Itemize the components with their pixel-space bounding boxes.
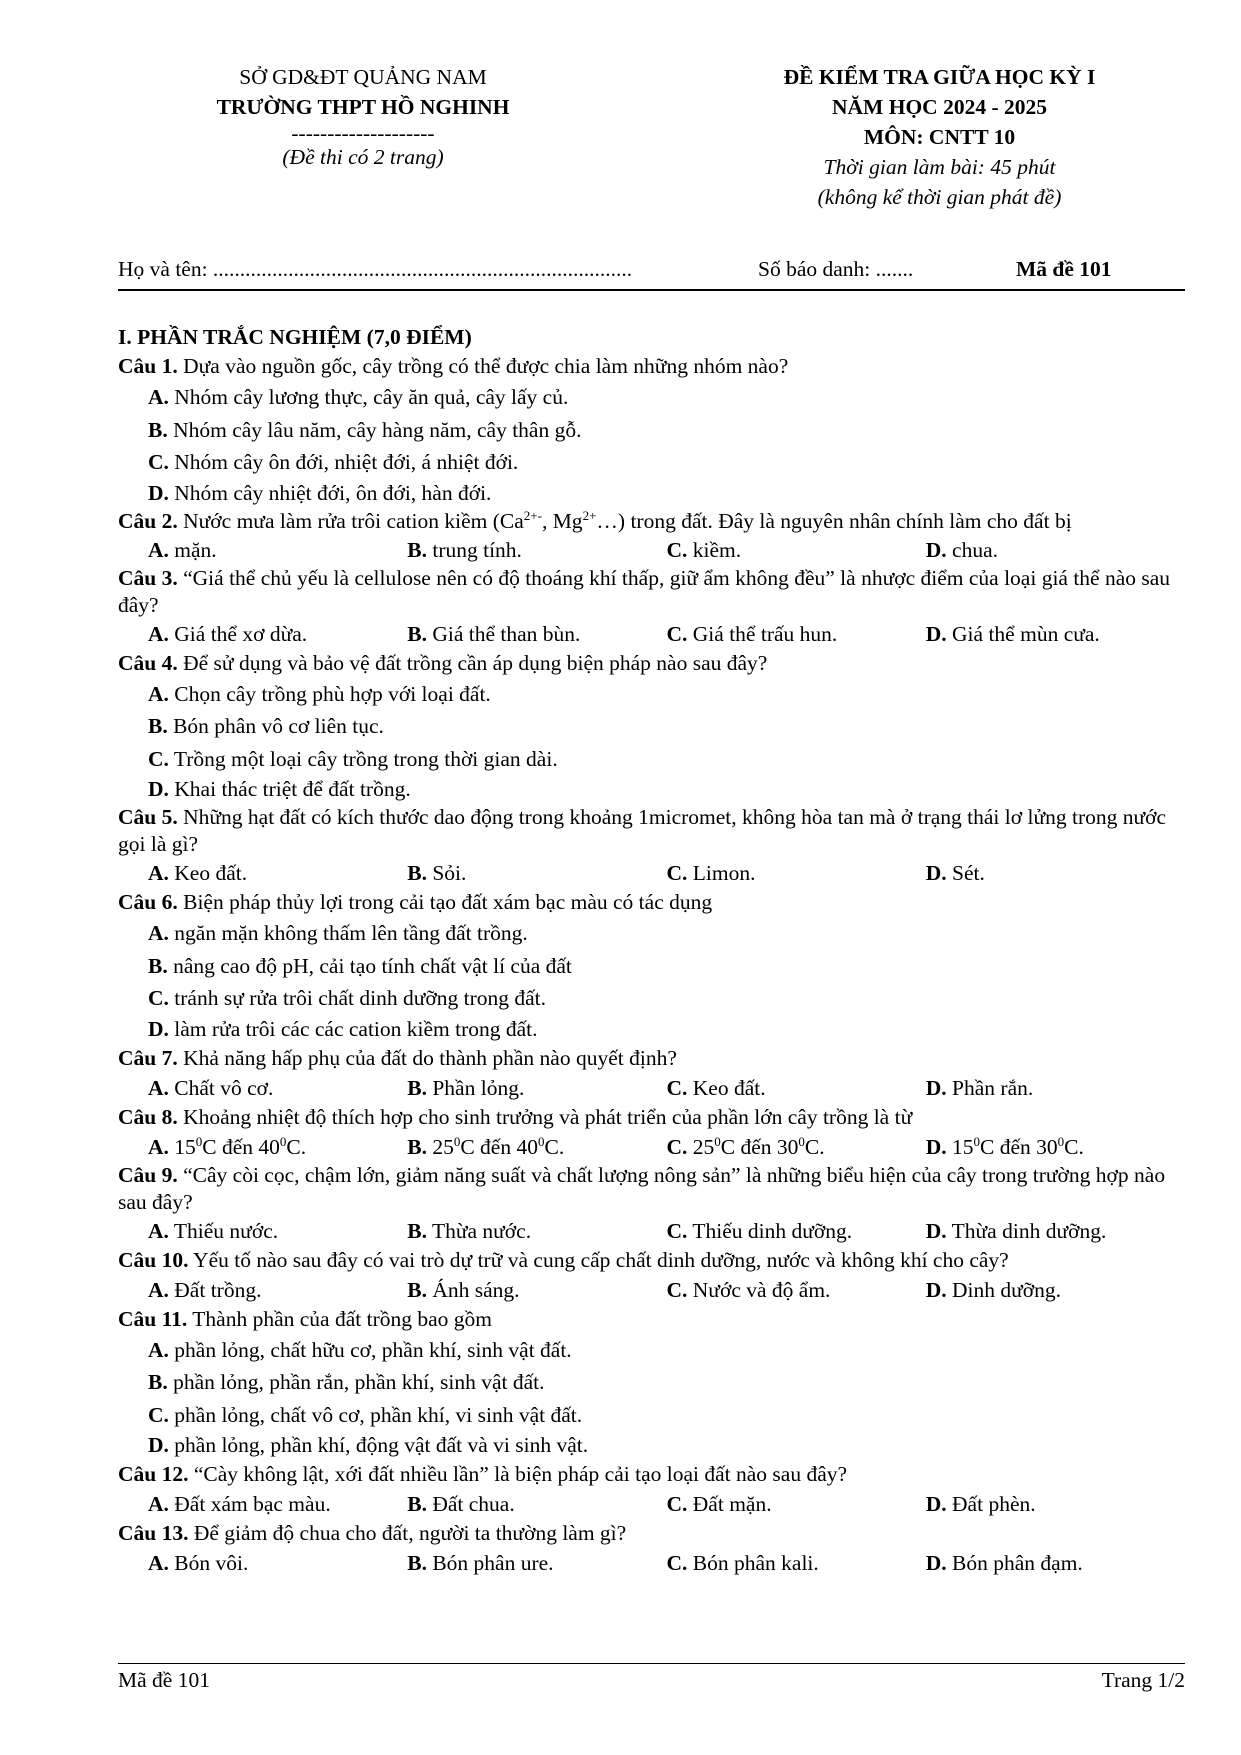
option-text: Nhóm cây lâu năm, cây hàng năm, cây thân gỗ. bbox=[167, 417, 582, 442]
question-13 bbox=[118, 1519, 1185, 1548]
option-1a bbox=[118, 381, 1185, 414]
option-1d bbox=[118, 479, 1185, 508]
question-text: Dựa vào nguồn gốc, cây trồng có thể được chia làm những nhóm nào? bbox=[177, 354, 789, 378]
header-rule bbox=[118, 289, 1185, 291]
option-10d: D. Dinh dưỡng. bbox=[925, 1277, 1062, 1302]
option-2c: C. kiềm. bbox=[666, 537, 742, 562]
option-6b: B. nâng cao độ pH, cải tạo tính chất vật lí của đất bbox=[148, 953, 572, 978]
option-3d: D. Giá thể mùn cưa. bbox=[925, 621, 1100, 646]
option-6c: C. tránh sự rửa trôi chất dinh dưỡng trong đất. bbox=[148, 986, 547, 1010]
question-number: Câu 8. bbox=[118, 1104, 178, 1129]
question-number: Câu 5. bbox=[118, 805, 178, 829]
option-8a: A. $15^0C$ đến $40^0C$. bbox=[148, 1133, 307, 1159]
question-7 bbox=[118, 1044, 1185, 1073]
option-12c: C. Đất mặn. bbox=[666, 1492, 772, 1516]
header-right bbox=[722, 62, 1157, 212]
question-text: , Mg bbox=[541, 508, 583, 533]
question-6 bbox=[118, 888, 1185, 917]
option-3c: C. Giá thể trấu hun. bbox=[666, 621, 838, 646]
exam-time-note: (không kể thời gian phát đề) bbox=[817, 185, 1062, 209]
candidate-number-field: Số báo danh: ....... bbox=[758, 257, 914, 281]
question-text: Biện pháp thủy lợi trong cải tạo đất xám bạc màu có tác dụng bbox=[177, 890, 713, 914]
question-text: …) trong đất. Đây là nguyên nhân chính làm cho đất bị bbox=[596, 508, 1072, 533]
department: SỞ GD&ĐT QUẢNG NAM bbox=[239, 65, 487, 89]
option-letter: A. bbox=[148, 385, 169, 409]
question-number: Câu 6. bbox=[118, 890, 178, 914]
option-9b: B. Thừa nước. bbox=[407, 1218, 532, 1243]
option-8c: C. $25^0C$ đến $30^0C$. bbox=[666, 1133, 825, 1159]
question-number: Câu 10. bbox=[118, 1247, 189, 1272]
question-number: Câu 9. bbox=[118, 1162, 178, 1187]
option-13d: D. Bón phân đạm. bbox=[925, 1551, 1083, 1575]
option-12b: B. Đất chua. bbox=[407, 1492, 515, 1516]
question-4 bbox=[118, 649, 1185, 678]
exam-title: ĐỀ KIỂM TRA GIỮA HỌC KỲ I bbox=[783, 65, 1096, 89]
student-info-row bbox=[118, 257, 1185, 287]
exam-page bbox=[118, 58, 1185, 1575]
question-11 bbox=[118, 1305, 1185, 1334]
option-1b bbox=[118, 414, 1185, 447]
options-10 bbox=[118, 1275, 1185, 1305]
option-text: Nhóm cây nhiệt đới, ôn đới, hàn đới. bbox=[168, 480, 492, 505]
question-number: Câu 12. bbox=[118, 1462, 189, 1486]
header bbox=[118, 58, 1185, 226]
option-13a: A. Bón vôi. bbox=[148, 1551, 249, 1575]
option-6d: D. làm rửa trôi các các cation kiềm trong đất. bbox=[148, 1016, 538, 1041]
question-text: Yếu tố nào sau đây có vai trò dự trữ và cung cấp chất dinh dưỡng, nước và không khí cho cây? bbox=[188, 1247, 1009, 1272]
question-text: Những hạt đất có kích thước dao động trong khoảng 1micromet, không hòa tan mà ở trạng thái lơ lửng trong nước gọi là gì? bbox=[118, 805, 1167, 856]
footer-exam-code: Mã đề 101 bbox=[118, 1668, 210, 1692]
school-name: TRƯỜNG THPT HỒ NGHINH bbox=[216, 95, 510, 119]
superscript: 2+ bbox=[582, 507, 597, 523]
option-11b: B. phần lỏng, phần rắn, phần khí, sinh vật đất. bbox=[148, 1370, 545, 1394]
question-12 bbox=[118, 1460, 1185, 1489]
option-text: Nhóm cây lương thực, cây ăn quả, cây lấy củ. bbox=[168, 385, 569, 409]
option-5d: D. Sét. bbox=[925, 861, 985, 885]
option-10a: A. Đất trồng. bbox=[148, 1277, 262, 1302]
header-divider: -------------------- bbox=[291, 121, 435, 145]
option-2a: A. mặn. bbox=[148, 537, 217, 562]
subject: MÔN: CNTT 10 bbox=[863, 125, 1016, 149]
question-text: Nước mưa làm rửa trôi cation kiềm (Ca bbox=[177, 508, 524, 533]
exam-body bbox=[118, 322, 1185, 1578]
option-13c: C. Bón phân kali. bbox=[666, 1551, 819, 1575]
option-4b: B. Bón phân vô cơ liên tục. bbox=[148, 714, 384, 738]
option-11c: C. phần lỏng, chất vô cơ, phần khí, vi sinh vật đất. bbox=[148, 1402, 583, 1427]
options-8 bbox=[118, 1132, 1185, 1162]
question-10 bbox=[118, 1246, 1185, 1275]
question-text: Khoảng nhiệt độ thích hợp cho sinh trưởng và phát triển của phần lớn cây trồng là từ bbox=[177, 1104, 913, 1129]
option-13b: B. Bón phân ure. bbox=[407, 1551, 554, 1575]
option-4d: D. Khai thác triệt để đất trồng. bbox=[148, 777, 411, 801]
option-4c: C. Trồng một loại cây trồng trong thời gian dài. bbox=[148, 746, 558, 771]
option-1c bbox=[118, 446, 1185, 479]
question-number: Câu 13. bbox=[118, 1521, 189, 1545]
option-3a: A. Giá thể xơ dừa. bbox=[148, 621, 308, 646]
option-2b: B. trung tính. bbox=[407, 537, 522, 562]
option-10b: B. Ánh sáng. bbox=[407, 1277, 520, 1302]
option-12a: A. Đất xám bạc màu. bbox=[148, 1492, 331, 1516]
option-9d: D. Thừa dinh dưỡng. bbox=[925, 1218, 1107, 1243]
question-text: “Cây còi cọc, chậm lớn, giảm năng suất và chất lượng nông sản” là những biểu hiện của cây trong trường hợp nào sau đây? bbox=[118, 1162, 1166, 1214]
option-9c: C. Thiếu dinh dưỡng. bbox=[666, 1218, 853, 1243]
options-9 bbox=[118, 1216, 1185, 1246]
option-2d: D. chua. bbox=[925, 537, 998, 562]
question-number: Câu 11. bbox=[118, 1306, 188, 1331]
options-3 bbox=[118, 619, 1185, 649]
option-5a: A. Keo đất. bbox=[148, 861, 248, 885]
option-12d: D. Đất phèn. bbox=[925, 1492, 1036, 1516]
question-1 bbox=[118, 352, 1185, 381]
option-5b: B. Sỏi. bbox=[407, 861, 467, 885]
question-9 bbox=[118, 1162, 1185, 1216]
option-7c: C. Keo đất. bbox=[666, 1075, 766, 1100]
option-10c: C. Nước và độ ẩm. bbox=[666, 1277, 831, 1302]
option-9a: A. Thiếu nước. bbox=[148, 1218, 279, 1243]
question-text: “Giá thể chủ yếu là cellulose nên có độ thoáng khí thấp, giữ ẩm không đều” là nhược điểm của loại giá thể nào sau đây? bbox=[118, 565, 1171, 617]
option-4a: A. Chọn cây trồng phù hợp với loại đất. bbox=[148, 681, 491, 706]
question-5 bbox=[118, 804, 1185, 858]
question-text: Thành phần của đất trồng bao gồm bbox=[187, 1306, 493, 1331]
option-letter: D. bbox=[148, 480, 169, 505]
options-13 bbox=[118, 1548, 1185, 1578]
options-2 bbox=[118, 535, 1185, 565]
option-6a: A. ngăn mặn không thấm lên tầng đất trồng. bbox=[148, 921, 528, 945]
footer-rule bbox=[118, 1663, 1185, 1664]
question-text: Để sử dụng và bảo vệ đất trồng cần áp dụng biện pháp nào sau đây? bbox=[177, 650, 768, 675]
page-number: Trang 1/2 bbox=[1101, 1668, 1185, 1692]
question-3 bbox=[118, 565, 1185, 619]
question-8 bbox=[118, 1103, 1185, 1132]
option-7b: B. Phần lỏng. bbox=[407, 1075, 525, 1100]
student-name-field: Họ và tên: .............................................................................. bbox=[118, 257, 633, 281]
option-5c: C. Limon. bbox=[666, 861, 756, 885]
option-8d: D. $15^0C$ đến $30^0C$. bbox=[925, 1133, 1084, 1159]
options-5 bbox=[118, 858, 1185, 888]
question-number: Câu 3. bbox=[118, 565, 178, 590]
option-7a: A. Chất vô cơ. bbox=[148, 1075, 274, 1100]
option-11a: A. phần lỏng, chất hữu cơ, phần khí, sinh vật đất. bbox=[148, 1337, 572, 1362]
question-number: Câu 2. bbox=[118, 508, 178, 533]
pages-note: (Đề thi có 2 trang) bbox=[282, 145, 444, 169]
school-year: NĂM HỌC 2024 - 2025 bbox=[832, 95, 1047, 119]
option-7d: D. Phần rắn. bbox=[925, 1075, 1034, 1100]
option-3b: B. Giá thể than bùn. bbox=[407, 621, 581, 646]
option-text: Nhóm cây ôn đới, nhiệt đới, á nhiệt đới. bbox=[168, 450, 519, 474]
question-text: Khả năng hấp phụ của đất do thành phần nào quyết định? bbox=[177, 1045, 677, 1070]
question-text: “Cày không lật, xới đất nhiều lần” là biện pháp cải tạo loại đất nào sau đây? bbox=[188, 1462, 848, 1486]
footer bbox=[118, 1668, 1185, 1696]
options-7 bbox=[118, 1073, 1185, 1103]
exam-code: Mã đề 101 bbox=[1016, 257, 1112, 281]
question-number: Câu 7. bbox=[118, 1045, 178, 1070]
question-number: Câu 1. bbox=[118, 354, 178, 378]
options-12 bbox=[118, 1489, 1185, 1519]
option-8b: B. $25^0C$ đến $40^0C$. bbox=[407, 1133, 565, 1159]
section-title: I. PHẦN TRẮC NGHIỆM (7,0 ĐIỂM) bbox=[118, 325, 472, 349]
question-text: Để giảm độ chua cho đất, người ta thường làm gì? bbox=[188, 1521, 627, 1545]
question-number: Câu 4. bbox=[118, 650, 178, 675]
option-letter: B. bbox=[148, 417, 168, 442]
exam-time: Thời gian làm bài: 45 phút bbox=[823, 155, 1056, 179]
header-left bbox=[173, 62, 553, 170]
option-11d: D. phần lỏng, phần khí, động vật đất và vi sinh vật. bbox=[148, 1433, 589, 1457]
option-letter: C. bbox=[148, 450, 169, 474]
question-2 bbox=[118, 508, 1185, 535]
superscript: 2+- bbox=[523, 507, 542, 523]
